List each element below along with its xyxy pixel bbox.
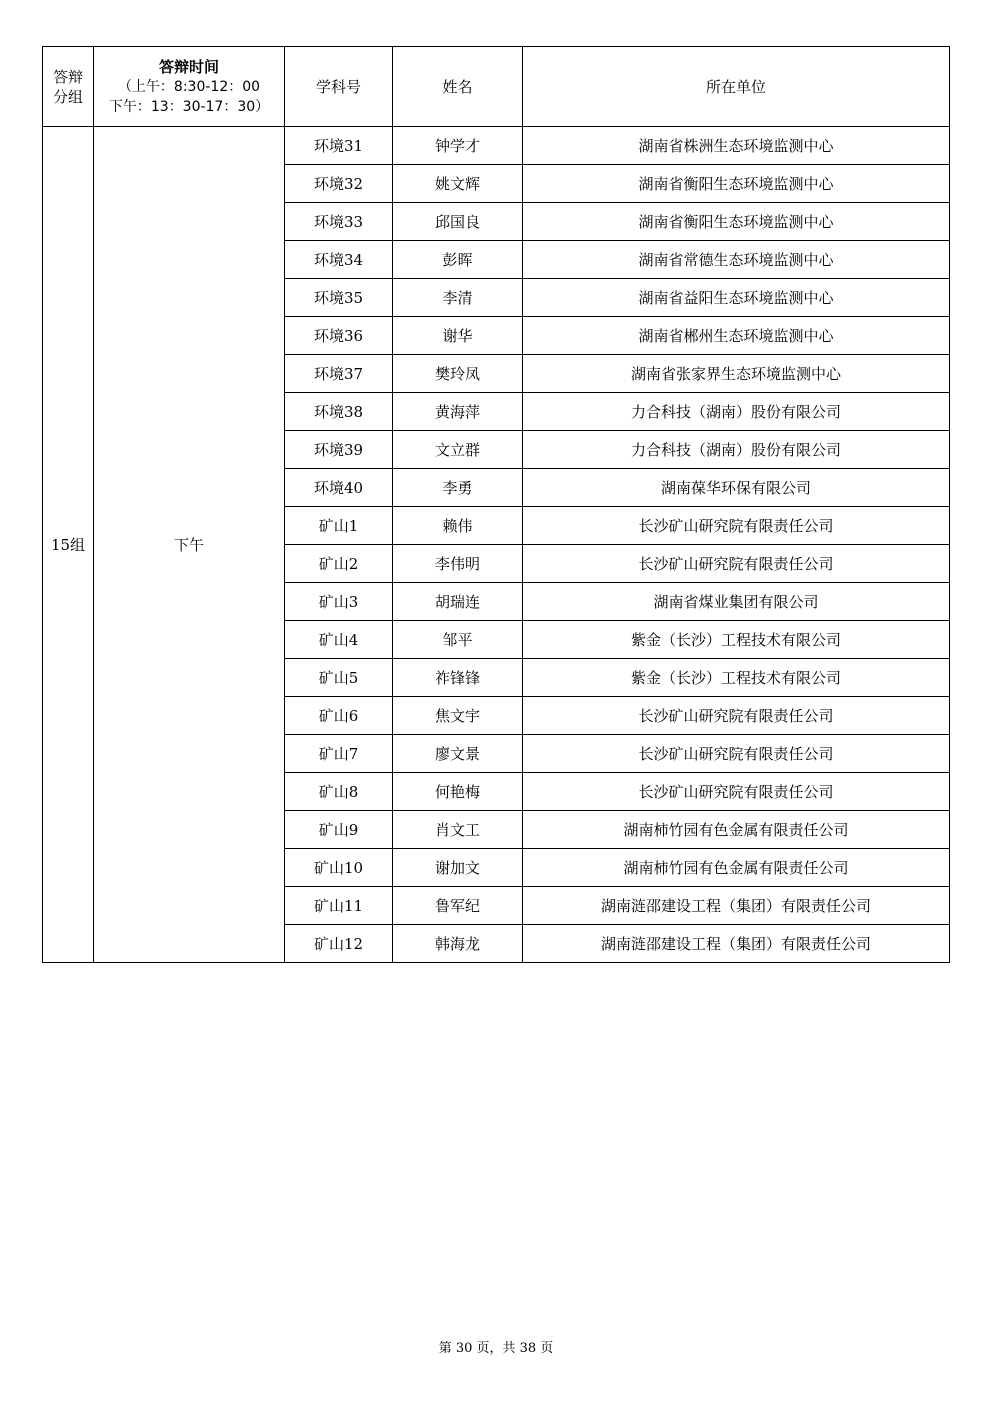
name-header: 姓名 (393, 47, 523, 127)
unit-cell: 湖南省煤业集团有限公司 (523, 583, 950, 621)
group-header-line2: 分组 (52, 87, 83, 106)
unit-cell: 湖南省益阳生态环境监测中心 (523, 279, 950, 317)
name-cell: 李清 (393, 279, 523, 317)
unit-cell: 紫金（长沙）工程技术有限公司 (523, 659, 950, 697)
subject-number-cell: 环境36 (285, 317, 393, 355)
subject-number-cell: 环境34 (285, 241, 393, 279)
subject-number-cell: 矿山1 (285, 507, 393, 545)
unit-cell: 湖南省张家界生态环境监测中心 (523, 355, 950, 393)
unit-cell: 长沙矿山研究院有限责任公司 (523, 507, 950, 545)
subject-number-cell: 环境39 (285, 431, 393, 469)
subject-number-cell: 矿山2 (285, 545, 393, 583)
table-row (43, 127, 950, 165)
subject-number-cell: 矿山5 (285, 659, 393, 697)
name-cell: 彭晖 (393, 241, 523, 279)
unit-cell: 湖南省衡阳生态环境监测中心 (523, 165, 950, 203)
unit-cell: 湖南省常德生态环境监测中心 (523, 241, 950, 279)
subject-number-cell: 环境31 (285, 127, 393, 165)
unit-cell: 湖南省衡阳生态环境监测中心 (523, 203, 950, 241)
subject-number-cell: 环境37 (285, 355, 393, 393)
unit-cell: 湖南省郴州生态环境监测中心 (523, 317, 950, 355)
name-cell: 谢华 (393, 317, 523, 355)
unit-cell: 长沙矿山研究院有限责任公司 (523, 773, 950, 811)
time-header (94, 47, 285, 127)
name-cell: 樊玲凤 (393, 355, 523, 393)
group-cell: 15组 (43, 127, 94, 963)
unit-cell: 力合科技（湖南）股份有限公司 (523, 431, 950, 469)
unit-cell: 湖南柿竹园有色金属有限责任公司 (523, 811, 950, 849)
unit-cell: 长沙矿山研究院有限责任公司 (523, 545, 950, 583)
name-cell: 文立群 (393, 431, 523, 469)
table-body (43, 127, 950, 963)
unit-cell: 紫金（长沙）工程技术有限公司 (523, 621, 950, 659)
name-cell: 钟学才 (393, 127, 523, 165)
subject-number-cell: 矿山11 (285, 887, 393, 925)
name-cell: 鲁军纪 (393, 887, 523, 925)
subject-number-cell: 环境33 (285, 203, 393, 241)
unit-cell: 力合科技（湖南）股份有限公司 (523, 393, 950, 431)
time-cell: 下午 (94, 127, 285, 963)
unit-cell: 湖南涟邵建设工程（集团）有限责任公司 (523, 887, 950, 925)
name-cell: 祚锋锋 (393, 659, 523, 697)
subject-number-cell: 矿山7 (285, 735, 393, 773)
subject-number-header: 学科号 (285, 47, 393, 127)
subject-number-cell: 环境32 (285, 165, 393, 203)
name-cell: 姚文辉 (393, 165, 523, 203)
subject-number-cell: 矿山4 (285, 621, 393, 659)
unit-cell: 长沙矿山研究院有限责任公司 (523, 735, 950, 773)
name-cell: 李勇 (393, 469, 523, 507)
name-cell: 肖文工 (393, 811, 523, 849)
group-header-line1: 答辩 (52, 67, 83, 86)
name-cell: 赖伟 (393, 507, 523, 545)
name-cell: 焦文宇 (393, 697, 523, 735)
unit-cell: 湖南柿竹园有色金属有限责任公司 (523, 849, 950, 887)
name-cell: 黄海萍 (393, 393, 523, 431)
subject-number-cell: 环境38 (285, 393, 393, 431)
name-cell: 韩海龙 (393, 925, 523, 963)
unit-cell: 湖南葆华环保有限公司 (523, 469, 950, 507)
subject-number-cell: 矿山3 (285, 583, 393, 621)
unit-cell: 湖南省株洲生态环境监测中心 (523, 127, 950, 165)
name-cell: 何艳梅 (393, 773, 523, 811)
subject-number-cell: 环境35 (285, 279, 393, 317)
defense-schedule-table (42, 46, 950, 963)
name-cell: 邹平 (393, 621, 523, 659)
group-header (43, 47, 94, 127)
subject-number-cell: 矿山9 (285, 811, 393, 849)
name-cell: 谢加文 (393, 849, 523, 887)
name-cell: 胡瑞连 (393, 583, 523, 621)
page-footer: 第 30 页，共 38 页 (438, 1341, 554, 1356)
subject-number-cell: 矿山8 (285, 773, 393, 811)
name-cell: 李伟明 (393, 545, 523, 583)
header-row (43, 47, 950, 127)
time-header-title: 答辩时间 (158, 57, 219, 76)
name-cell: 廖文景 (393, 735, 523, 773)
subject-number-cell: 矿山10 (285, 849, 393, 887)
time-header-am: （上午：8:30-12：00 (117, 78, 261, 95)
subject-number-cell: 矿山12 (285, 925, 393, 963)
unit-header: 所在单位 (523, 47, 950, 127)
unit-cell: 湖南涟邵建设工程（集团）有限责任公司 (523, 925, 950, 963)
subject-number-cell: 矿山6 (285, 697, 393, 735)
unit-cell: 长沙矿山研究院有限责任公司 (523, 697, 950, 735)
subject-number-cell: 环境40 (285, 469, 393, 507)
time-header-pm: 下午：13：30-17：30） (108, 98, 270, 115)
name-cell: 邱国良 (393, 203, 523, 241)
